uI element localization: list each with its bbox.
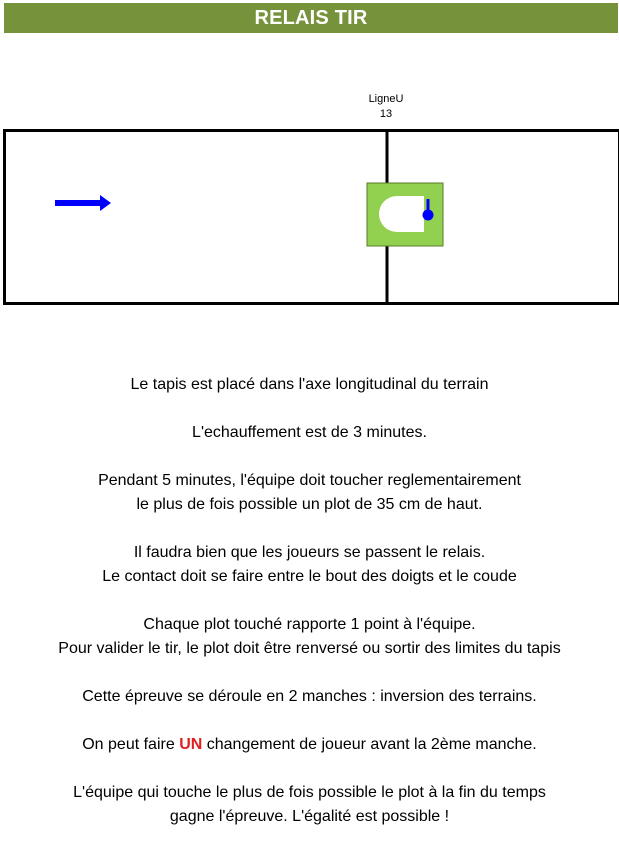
emphasis-un: UN xyxy=(179,736,203,753)
paragraph-rounds: Cette épreuve se déroule en 2 manches : inversion des terrains. xyxy=(82,688,537,705)
paragraph-scoring: Chaque plot touché rapporte 1 point à l'équipe. Pour valider le tir, le plot doit être renversé ou sortir des limites du tapis xyxy=(58,616,561,657)
direction-arrow xyxy=(55,195,111,211)
ligne-number: 13 xyxy=(379,108,393,120)
ligne-name: LigneU xyxy=(368,93,404,105)
paragraph-warmup: L'echauffement est de 3 minutes. xyxy=(192,424,427,441)
page-title: RELAIS TIR xyxy=(4,3,618,33)
paragraph-substitution: On peut faire UN changement de joueur avant la 2ème manche. xyxy=(82,736,537,753)
paragraph-winner: L'équipe qui touche le plus de fois possible le plot à la fin du temps gagne l'épreuve. L'égalité est possible ! xyxy=(73,784,546,825)
mat xyxy=(367,183,443,246)
paragraph-mat: Le tapis est placé dans l'axe longitudinal du terrain xyxy=(130,376,489,393)
paragraph-duration: Pendant 5 minutes, l'équipe doit toucher reglementairement le plus de fois possible un plot de 35 cm de haut. xyxy=(98,472,521,513)
mat-zone xyxy=(379,196,424,232)
instructions xyxy=(0,373,619,853)
paragraph-relay: Il faudra bien que les joueurs se passent le relais. Le contact doit se faire entre le bout des doigts et le coude xyxy=(102,544,517,585)
